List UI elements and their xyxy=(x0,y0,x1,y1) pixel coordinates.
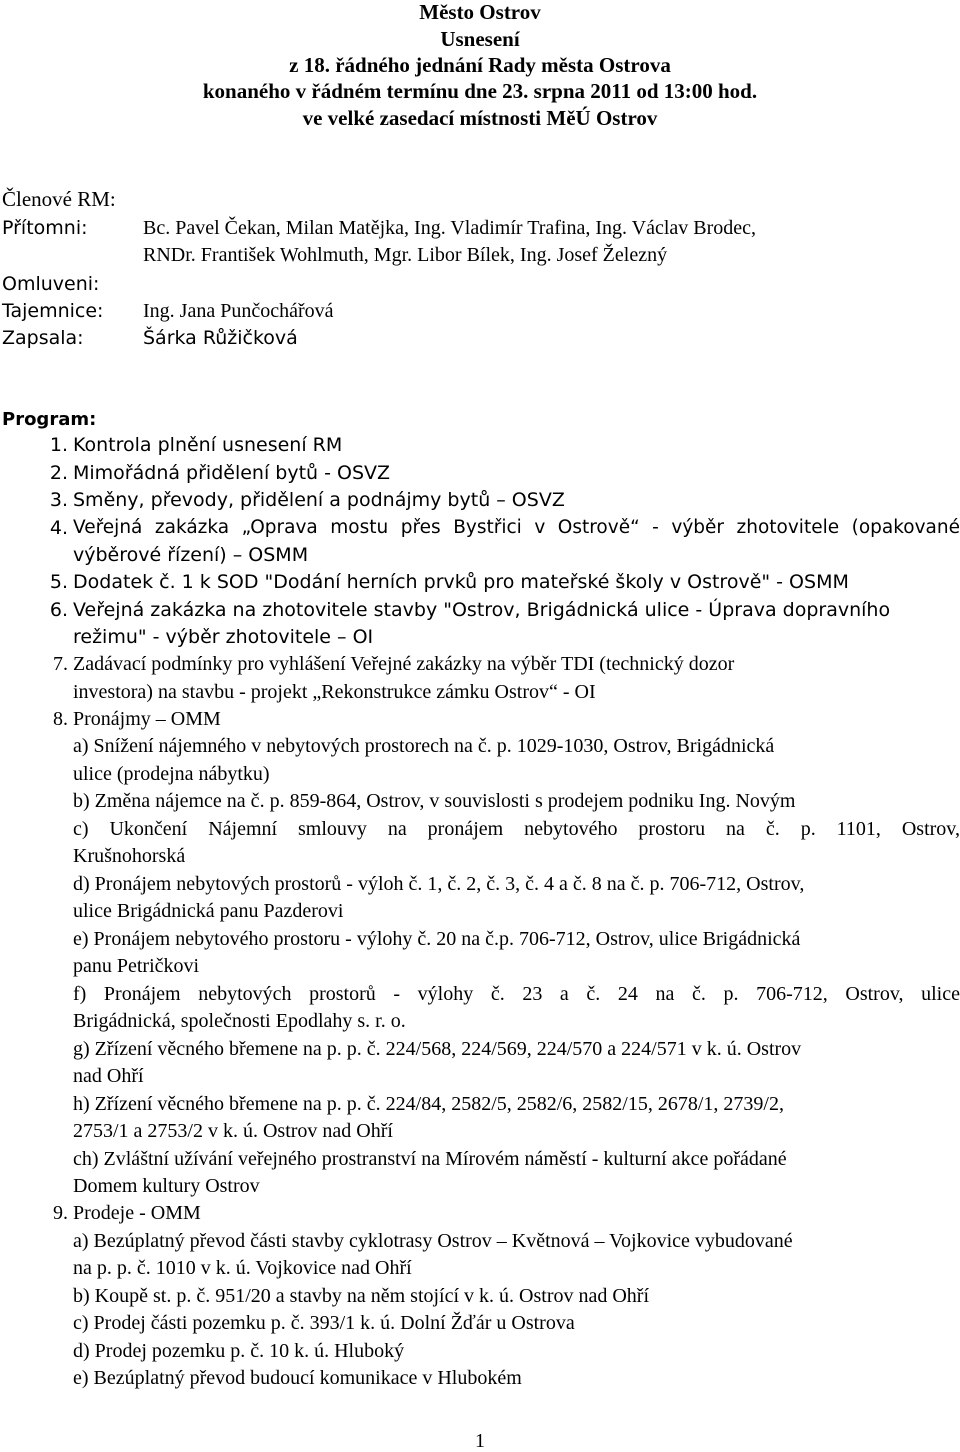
secretary-label: Tajemnice: xyxy=(2,300,104,322)
program-item-number: 8. xyxy=(53,708,68,730)
recorder-label: Zapsala: xyxy=(2,327,84,349)
subitem-text: Brigádnická, společnosti Epodlahy s. r. o. xyxy=(73,1010,406,1032)
subitem-text: h) Zřízení věcného břemene na p. p. č. 224/84, 2582/5, 2582/6, 2582/15, 2678/1, 2739/2, xyxy=(73,1093,784,1115)
document-title: Usnesení xyxy=(440,27,520,51)
subitem-text: d) Prodej pozemku p. č. 10 k. ú. Hluboký xyxy=(73,1340,405,1362)
secretary-name: Ing. Jana Punčochářová xyxy=(143,300,334,322)
program-item-text: Kontrola plnění usnesení RM xyxy=(73,434,343,456)
program-item-text: investora) na stavbu - projekt „Rekonstrukce zámku Ostrov“ - OI xyxy=(73,681,596,703)
program-item-text: Mimořádná přidělení bytů - OSVZ xyxy=(73,462,391,484)
meeting-line: z 18. řádného jednání Rady města Ostrova xyxy=(289,53,671,77)
program-item-text: Směny, převody, přidělení a podnájmy bytů – OSVZ xyxy=(73,489,565,511)
subitem-text: Domem kultury Ostrov xyxy=(73,1175,260,1197)
recorder-name: Šárka Růžičková xyxy=(143,327,298,349)
subitem-text: g) Zřízení věcného břemene na p. p. č. 224/568, 224/569, 224/570 a 224/571 v k. ú. Ostrov xyxy=(73,1038,802,1060)
excused-label: Omluveni: xyxy=(2,273,100,295)
program-item-number: 2. xyxy=(49,462,68,484)
subitem-text: nad Ohří xyxy=(73,1065,144,1087)
subitem-text: na p. p. č. 1010 v k. ú. Vojkovice nad Ohří xyxy=(73,1257,412,1279)
program-item-text: Zadávací podmínky pro vyhlášení Veřejné zakázky na výběr TDI (technický dozor xyxy=(73,653,735,675)
subitem-text: 2753/1 a 2753/2 v k. ú. Ostrov nad Ohří xyxy=(73,1120,393,1142)
present-label: Přítomni: xyxy=(2,217,88,239)
subitem-text: ch) Zvláštní užívání veřejného prostranství na Mírovém náměstí - kulturní akce pořádané xyxy=(73,1148,787,1170)
subitem-text: b) Koupě st. p. č. 951/20 a stavby na něm stojící v k. ú. Ostrov nad Ohří xyxy=(73,1285,650,1307)
subitem-text: a) Snížení nájemného v nebytových prostorech na č. p. 1029-1030, Ostrov, Brigádnická xyxy=(73,735,775,757)
members-heading: Členové RM: xyxy=(2,187,116,211)
page-number: 1 xyxy=(475,1430,485,1452)
subitem-text: b) Změna nájemce na č. p. 859-864, Ostrov, v souvislosti s prodejem podniku Ing. Novým xyxy=(73,790,796,812)
meeting-date-line: konaného v řádném termínu dne 23. srpna 2011 od 13:00 hod. xyxy=(202,79,758,103)
program-item-number: 9. xyxy=(53,1202,68,1224)
subitem-text: a) Bezúplatný převod části stavby cyklotrasy Ostrov – Květnová – Vojkovice vybudované xyxy=(73,1230,793,1252)
present-members-line1: Bc. Pavel Čekan, Milan Matějka, Ing. Vladimír Trafina, Ing. Václav Brodec, xyxy=(143,217,757,239)
meeting-place-line: ve velké zasedací místnosti MěÚ Ostrov xyxy=(302,106,658,130)
subitem-text: ulice Brigádnická panu Pazderovi xyxy=(73,900,344,922)
subitem-text: f) Pronájem nebytových prostorů - výlohy č. 23 a č. 24 na č. p. 706-712, Ostrov, ulice xyxy=(73,983,960,1005)
subitem-text: c) Ukončení Nájemní smlouvy na pronájem nebytového prostoru na č. p. 1101, Ostrov, xyxy=(73,818,960,840)
subitem-text: Krušnohorská xyxy=(73,845,186,867)
program-item-number: 3. xyxy=(49,489,68,511)
subitem-text: d) Pronájem nebytových prostorů - výloh č. 1, č. 2, č. 3, č. 4 a č. 8 na č. p. 706-712, Ostrov, xyxy=(73,873,805,895)
program-item-text: Veřejná zakázka „Oprava mostu přes Bystřici v Ostrově“ - výběr zhotovitele (opakované xyxy=(73,517,960,538)
program-item-number: 4. xyxy=(49,517,68,539)
program-item-number: 1. xyxy=(49,434,68,456)
subitem-text: e) Bezúplatný převod budoucí komunikace v Hlubokém xyxy=(73,1367,522,1389)
program-item-number: 6. xyxy=(49,599,68,621)
present-members-line2: RNDr. František Wohlmuth, Mgr. Libor Bílek, Ing. Josef Železný xyxy=(143,244,668,266)
program-item-number: 5. xyxy=(49,571,68,593)
program-item-text: výběrové řízení) – OSMM xyxy=(73,544,309,566)
program-item-number: 7. xyxy=(53,653,68,675)
program-item-text: režimu" - výběr zhotovitele – OI xyxy=(73,626,374,648)
subitem-text: ulice (prodejna nábytku) xyxy=(73,763,270,785)
subitem-text: panu Petričkovi xyxy=(73,955,200,977)
program-item-text: Veřejná zakázka na zhotovitele stavby "Ostrov, Brigádnická ulice - Úprava dopravního xyxy=(73,599,891,621)
program-heading: Program: xyxy=(2,409,97,430)
program-item-text: Dodatek č. 1 k SOD "Dodání herních prvků pro mateřské školy v Ostrově" - OSMM xyxy=(73,571,849,593)
subitem-text: c) Prodej části pozemku p. č. 393/1 k. ú. Dolní Žďár u Ostrova xyxy=(73,1312,575,1334)
program-item-text: Pronájmy – OMM xyxy=(73,708,221,730)
subitem-text: e) Pronájem nebytového prostoru - výlohy č. 20 na č.p. 706-712, Ostrov, ulice Brigádnická xyxy=(73,928,801,950)
town-name: Město Ostrov xyxy=(419,0,541,24)
program-item-text: Prodeje - OMM xyxy=(73,1202,201,1224)
